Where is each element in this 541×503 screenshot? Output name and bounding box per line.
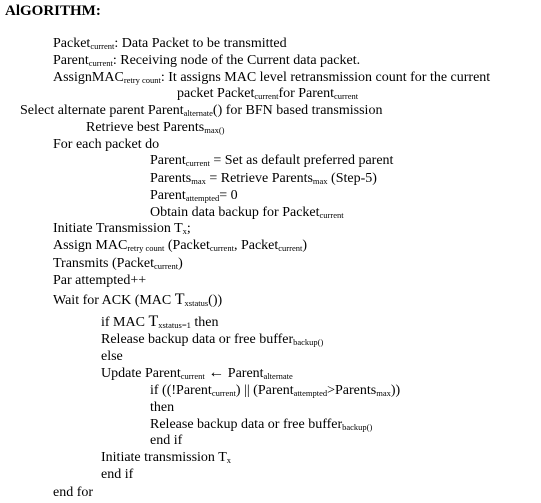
line-end-if-inner: end if xyxy=(150,433,183,448)
line-end-if-outer: end if xyxy=(101,467,134,482)
line-obtain-backup: Obtain data backup for Packet$_{current}$ xyxy=(150,205,344,220)
line-retrieve-best: Retrieve best Parents$_{max()}$ xyxy=(86,120,225,135)
line-packet-current-def: Packet$_{current}$: Data Packet to be transmitted xyxy=(53,36,287,51)
line-parent-default: Parent$_{current}$ = Set as default preferred parent xyxy=(150,153,394,168)
line-par-attempted: Par attempted++ xyxy=(53,273,147,288)
line-assign-mac-def: AssignMAC$_{retry count}$: It assigns MAC level retransmission count for the current xyxy=(53,70,491,85)
line-assign-mac: Assign $MAC_{retry count}$ (Packet$_{current}$, Packet$_{current}$) xyxy=(53,238,308,253)
left-arrow-icon: ← xyxy=(208,364,225,381)
line-release-backup-2: Release backup data or free buffer$_{backup()}$ xyxy=(150,417,373,432)
line-if-condition: if ((!Parent$_{current}$) || (Parent$_{attempted}$>Parents$_{max}$)) xyxy=(150,383,401,398)
line-end-for: end for xyxy=(53,485,94,500)
line-then: then xyxy=(150,400,175,415)
line-release-backup-1: Release backup data or free buffer$_{backup()}$ xyxy=(101,332,324,347)
line-parents-max: Parents$_{max}$ = Retrieve Parents$_{max}$ (Step-5) xyxy=(150,171,377,186)
line-parent-attempted: Parent$_{attempted}$= 0 xyxy=(150,188,238,203)
line-parent-current-def: Parent$_{current}$: Receiving node of the Current data packet. xyxy=(53,53,361,68)
line-wait-ack: Wait for ACK (MAC $T_{xstatus}()$) xyxy=(53,291,223,308)
line-transmits: Transmits (Packet$_{current}$) xyxy=(53,256,183,271)
line-if-mac: if MAC $T_{xstatus=1}$ then xyxy=(101,313,219,330)
line-select-alternate: Select alternate parent Parent$_{alternate}$() for BFN based transmission xyxy=(20,103,383,118)
line-assign-mac-cont: packet Packet$_{current}$for Parent$_{current}$ xyxy=(177,86,359,101)
line-for-each: For each packet do xyxy=(53,137,160,152)
line-else: else xyxy=(101,349,123,364)
line-initiate-transmission-2: Initiate transmission $T_x$ xyxy=(101,450,231,465)
line-initiate-transmission: Initiate Transmission $T_x$; xyxy=(53,221,191,236)
line-update-parent: Update Parent$_{current}$ ← Parent$_{alternate}$ xyxy=(101,364,293,381)
algorithm-title: AlGORITHM: xyxy=(5,3,101,19)
